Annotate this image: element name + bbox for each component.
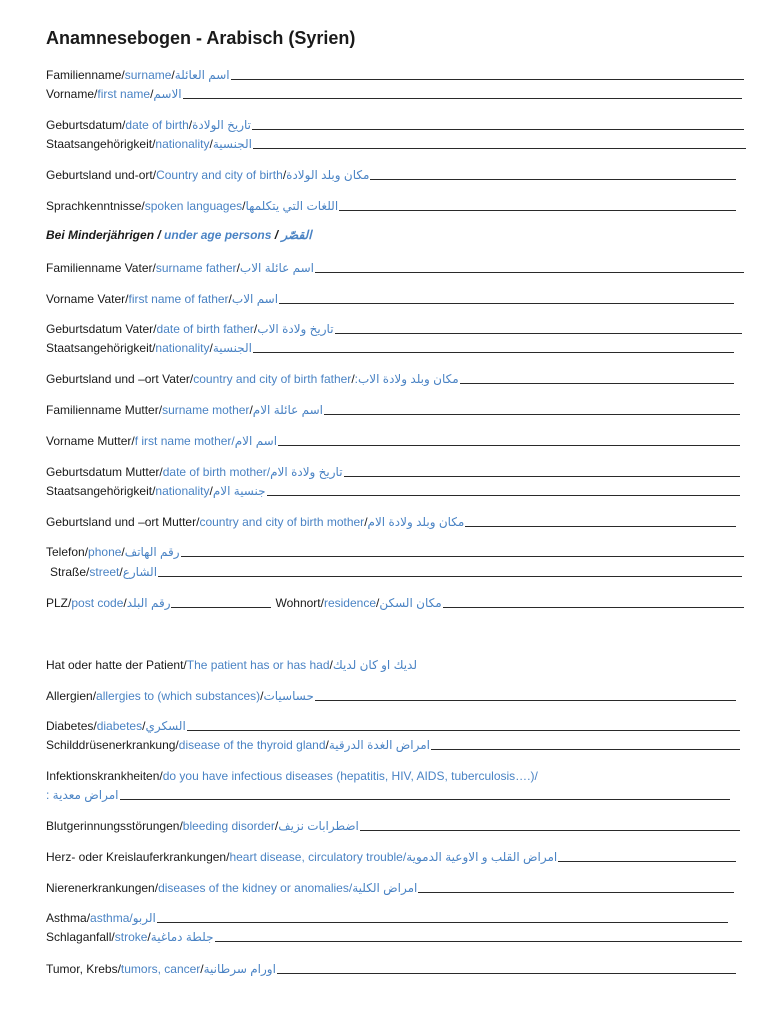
label-en: date of birth father: [156, 322, 254, 336]
label-sep: /: [159, 769, 163, 783]
label-en: nationality: [155, 341, 210, 355]
field-nationality-mother[interactable]: Staatsangehörigkeit / nationality / جنسية الام: [46, 480, 740, 498]
label-de: Geburtsland und –ort Vater: [46, 372, 190, 386]
input-line[interactable]: [443, 607, 744, 608]
label-en: The patient has or has had: [186, 658, 330, 672]
label-ar: الشارع: [122, 565, 158, 579]
label-en: f irst name mother/: [134, 434, 235, 448]
label-en: country and city of birth father: [193, 372, 352, 386]
label-en: diseases of the kidney or anomalies/: [158, 881, 353, 895]
label-de: Geburtsdatum Vater: [46, 322, 154, 336]
label-ar: امراض معدية :: [46, 788, 119, 802]
input-line[interactable]: [157, 922, 728, 923]
label-sep: /: [121, 68, 125, 82]
field-surname-mother[interactable]: Familienname Mutter / surname mother / اسم عائلة الام: [46, 399, 740, 417]
label-de: Blutgerinnungsstörungen: [46, 819, 180, 833]
label-en: date of birth: [125, 118, 189, 132]
label-en: bleeding disorder: [182, 819, 275, 833]
label-ar: مكان وبلد الولادة: [286, 168, 370, 182]
input-line[interactable]: [158, 576, 742, 577]
label-sep: /: [131, 434, 135, 448]
input-line[interactable]: [183, 98, 742, 99]
label-de: Allergien: [46, 689, 93, 703]
label-en: do you have infectious diseases (hepatitis, HIV, AIDS, tuberculosis….)/: [162, 769, 538, 783]
label-en: Country and city of birth: [156, 168, 283, 182]
input-line[interactable]: [360, 830, 740, 831]
label-ar: السكري: [145, 719, 186, 733]
label-de: Vorname: [46, 87, 95, 101]
heading-de: Bei Minderjährigen: [46, 228, 155, 242]
label-en: heart disease, circulatory trouble/: [229, 850, 407, 864]
field-first-name-mother[interactable]: [46, 430, 740, 448]
label-ar: جنسية الام: [212, 484, 266, 498]
label-ar: امراض الكلية: [352, 881, 418, 895]
label-en: diabetes: [96, 719, 143, 733]
patient-history-heading: Hat oder hatte der Patient / The patient has or has had / لديك او كان لديك: [46, 658, 418, 672]
input-line[interactable]: [324, 414, 740, 415]
label-sep: /: [196, 515, 200, 529]
field-country-city-birth-father[interactable]: Geburtsland und –ort Vater / country and city of birth father / مكان وبلد ولادة الاب:: [46, 368, 734, 386]
label-de: Schilddrüsenerkrankung: [46, 738, 176, 752]
field-surname[interactable]: Familienname / surname / اسم العائلة: [46, 64, 744, 82]
field-spoken-languages[interactable]: Sprachkenntnisse / spoken languages / اللغات التي يتكلمها: [46, 195, 736, 213]
input-line[interactable]: [315, 272, 744, 273]
label-en: stroke: [114, 930, 148, 944]
label-sep: /: [158, 403, 163, 417]
label-ar: اورام سرطانية: [203, 962, 276, 976]
label-sep: /: [122, 118, 126, 132]
label-sep: /: [141, 199, 145, 213]
label-sep: /: [152, 168, 157, 182]
label-de: Geburtsdatum Mutter: [46, 465, 160, 479]
field-kidney-disease[interactable]: [46, 877, 734, 895]
label-de: Staatsangehörigkeit: [46, 137, 153, 151]
label-en: residence: [323, 596, 376, 610]
label-ar: الاسم: [153, 87, 182, 101]
label-de: Geburtsdatum: [46, 118, 123, 132]
field-infectious-diseases-label: [46, 765, 538, 783]
label-de: Geburtsland und –ort Mutter: [46, 515, 197, 529]
label-sep: /: [159, 465, 163, 479]
label-en: surname mother: [162, 403, 250, 417]
label-ar: لديك او كان لديك: [332, 658, 418, 672]
heading-ar: القصّر: [281, 228, 312, 242]
label-ar: اسم الام: [234, 434, 278, 448]
input-line[interactable]: [187, 730, 740, 731]
label-en: date of birth mother/: [162, 465, 271, 479]
field-phone[interactable]: Telefon / phone / رقم الهاتف: [46, 541, 744, 559]
label-sep: /: [117, 962, 121, 976]
label-en: first name of father: [128, 292, 229, 306]
input-line[interactable]: [558, 861, 736, 862]
field-asthma[interactable]: [46, 907, 728, 925]
input-line[interactable]: [215, 941, 742, 942]
label-ar: رقم الهاتف: [124, 545, 180, 559]
label-sep: /: [111, 930, 115, 944]
label-sep: /: [154, 881, 159, 895]
label-sep: /: [320, 596, 324, 610]
label-de: Sprachkenntnisse: [46, 199, 142, 213]
input-line[interactable]: [267, 495, 740, 496]
label-de: Nierenerkrankungen: [46, 881, 155, 895]
label-ar: تاريخ الولادة: [192, 118, 251, 132]
field-first-name[interactable]: Vorname / first name / الاسم: [46, 83, 742, 101]
label-ar: اللغات التي يتكلمها: [245, 199, 339, 213]
label-sep: /: [86, 911, 91, 925]
label-sep: /: [152, 341, 156, 355]
field-date-of-birth-father[interactable]: Geburtsdatum Vater / date of birth father / تاريخ ولادة الاب: [46, 318, 742, 336]
label-de: Vorname Vater: [46, 292, 126, 306]
label-de: Vorname Mutter: [46, 434, 132, 448]
postcode-input-line[interactable]: [171, 607, 271, 608]
heading-en: under age persons: [164, 228, 272, 242]
field-surname-father[interactable]: Familienname Vater / surname father / اسم عائلة الاب: [46, 257, 744, 275]
label-en: street: [89, 565, 120, 579]
field-stroke[interactable]: Schlaganfall / stroke / جلطة دماغية: [46, 926, 742, 944]
label-de: PLZ: [46, 596, 69, 610]
label-de: Telefon: [46, 545, 85, 559]
label-de: Familienname: [46, 68, 122, 82]
label-ar: مكان السكن: [379, 596, 442, 610]
label-de: Staatsangehörigkeit: [46, 484, 153, 498]
label-ar: اسم العائلة: [174, 68, 230, 82]
label-de: Infektionskrankheiten: [46, 769, 160, 783]
heading-sep: /: [154, 228, 165, 242]
field-first-name-father[interactable]: Vorname Vater / first name of father / اسم الاب: [46, 288, 734, 306]
label-en: country and city of birth mother: [199, 515, 365, 529]
field-street[interactable]: Straße / street / الشارع: [50, 561, 742, 579]
input-line[interactable]: [370, 179, 736, 180]
label-sep: /: [92, 689, 97, 703]
label-en: nationality: [155, 484, 210, 498]
label-en: surname: [124, 68, 172, 82]
label-en: disease of the thyroid gland: [178, 738, 326, 752]
minor-section-heading: Bei Minderjährigen / under age persons / القصّر: [46, 228, 312, 242]
label-ar: رقم البلد: [126, 596, 171, 610]
label-sep: /: [68, 596, 72, 610]
label-en: nationality: [155, 137, 210, 151]
input-line[interactable]: [181, 556, 744, 557]
field-heart-disease[interactable]: [46, 846, 736, 864]
field-postcode-residence[interactable]: PLZ / post code / رقم البلد Wohnort / residence / مكان السكن: [46, 592, 744, 610]
label-sep: /: [152, 137, 156, 151]
label-en: first name: [97, 87, 151, 101]
field-allergies[interactable]: Allergien / allergies to (which substances) / حساسيات: [46, 685, 736, 703]
label-ar: اسم عائلة الاب: [239, 261, 314, 275]
label-de: Wohnort: [275, 596, 321, 610]
field-date-of-birth-mother[interactable]: [46, 461, 740, 479]
field-tumors-cancer[interactable]: Tumor, Krebs / tumors, cancer / اورام سرطانية: [46, 958, 736, 976]
input-line[interactable]: [253, 148, 746, 149]
label-en: phone: [88, 545, 122, 559]
label-ar: اسم عائلة الام: [252, 403, 323, 417]
field-infectious-diseases[interactable]: [46, 784, 730, 802]
label-ar: امراض القلب و الاوعية الدموية: [406, 850, 558, 864]
input-line[interactable]: [315, 700, 736, 701]
label-sep: /: [152, 261, 156, 275]
label-ar: امراض الغدة الدرقية: [328, 738, 431, 752]
field-nationality[interactable]: Staatsangehörigkeit / nationality / الجنسية: [46, 133, 746, 151]
label-de: Asthma: [46, 911, 87, 925]
label-sep: /: [179, 819, 183, 833]
label-ar: حساسيات: [263, 689, 314, 703]
label-sep: /: [84, 545, 89, 559]
label-sep: /: [183, 658, 187, 672]
label-sep: /: [93, 719, 97, 733]
field-thyroid-disease[interactable]: Schilddrüsenerkrankung / disease of the thyroid gland / امراض الغدة الدرقية: [46, 734, 740, 752]
label-sep: /: [153, 322, 157, 336]
label-de: Staatsangehörigkeit: [46, 341, 153, 355]
input-line[interactable]: [277, 973, 736, 974]
label-ar: تاريخ ولادة الاب: [257, 322, 334, 336]
input-line[interactable]: [120, 799, 730, 800]
input-line[interactable]: [339, 210, 736, 211]
label-de: Hat oder hatte der Patient: [46, 658, 184, 672]
label-sep: /: [175, 738, 179, 752]
label-sep: /: [226, 850, 230, 864]
label-sep: /: [86, 565, 90, 579]
form-title: Anamnesebogen - Arabisch (Syrien): [46, 28, 356, 48]
field-date-of-birth[interactable]: Geburtsdatum / date of birth / تاريخ الولادة: [46, 114, 744, 132]
input-line[interactable]: [460, 383, 734, 384]
label-de: Familienname Vater: [46, 261, 153, 275]
label-en: asthma/: [90, 911, 133, 925]
label-ar: الربو: [132, 911, 156, 925]
label-en: allergies to (which substances): [96, 689, 261, 703]
label-de: Familienname Mutter: [46, 403, 159, 417]
label-de: Geburtsland und-ort: [46, 168, 153, 182]
label-ar: اسم الاب: [231, 292, 279, 306]
label-en: post code: [71, 596, 124, 610]
input-line[interactable]: [231, 79, 744, 80]
label-en: surname father: [155, 261, 237, 275]
label-ar: مكان وبلد ولادة الام: [367, 515, 465, 529]
input-line[interactable]: [431, 749, 740, 750]
label-sep: /: [152, 484, 156, 498]
label-sep: /: [94, 87, 98, 101]
label-ar: جلطة دماغية: [150, 930, 214, 944]
input-line[interactable]: [279, 303, 734, 304]
field-diabetes[interactable]: Diabetes / diabetes / السكري: [46, 715, 740, 733]
input-line[interactable]: [252, 129, 744, 130]
input-line[interactable]: [335, 333, 742, 334]
input-line[interactable]: [465, 526, 736, 527]
input-line[interactable]: [418, 892, 734, 893]
label-sep: /: [189, 372, 194, 386]
input-line[interactable]: [253, 352, 734, 353]
input-line[interactable]: [344, 476, 740, 477]
label-ar: الجنسية: [212, 341, 252, 355]
field-nationality-father[interactable]: Staatsangehörigkeit / nationality / الجنسية: [46, 337, 734, 355]
label-ar: مكان وبلد ولادة الاب:: [354, 372, 459, 386]
field-country-city-of-birth[interactable]: Geburtsland und-ort / Country and city of birth / مكان وبلد الولادة: [46, 164, 736, 182]
label-en: spoken languages: [144, 199, 243, 213]
label-en: tumors, cancer: [120, 962, 201, 976]
label-de: Diabetes: [46, 719, 94, 733]
label-de: Tumor, Krebs: [46, 962, 118, 976]
field-bleeding-disorder[interactable]: Blutgerinnungsstörungen / bleeding disorder / اضطرابات نزيف: [46, 815, 740, 833]
label-ar: تاريخ ولادة الام: [270, 465, 343, 479]
label-de: Schlaganfall: [46, 930, 112, 944]
label-de: Straße: [50, 565, 87, 579]
label-ar: اضطرابات نزيف: [278, 819, 359, 833]
label-ar: الجنسية: [212, 137, 252, 151]
label-sep: /: [125, 292, 129, 306]
input-line[interactable]: [278, 445, 740, 446]
label-de: Herz- oder Kreislauferkrankungen: [46, 850, 227, 864]
field-country-city-birth-mother[interactable]: Geburtsland und –ort Mutter / country and city of birth mother / مكان وبلد ولادة الام: [46, 511, 736, 529]
